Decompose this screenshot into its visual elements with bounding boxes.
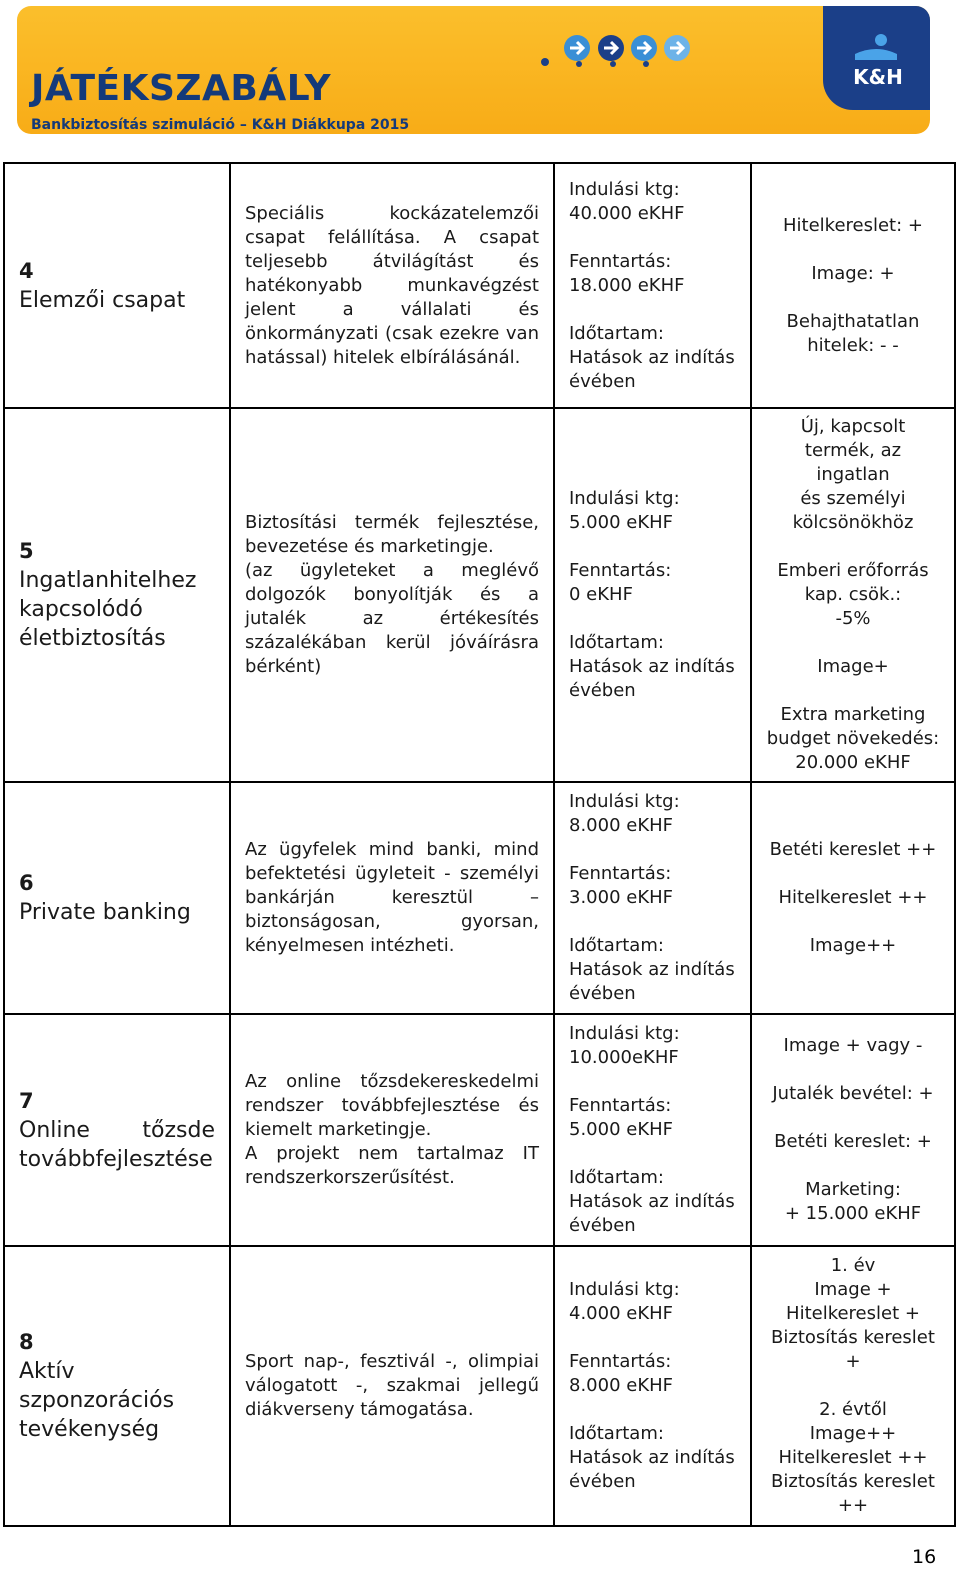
duration-label: Időtartam: [569,1167,664,1188]
project-effects-cell [751,1246,955,1526]
effect-line: Image+ [817,656,889,677]
project-description: A projekt nem tartalmaz IT rendszerkorszerűsítést. [245,1143,539,1188]
table-row [4,1014,955,1246]
effect-line: + 15.000 eKHF [784,1203,922,1224]
effect-line: Image: + [811,262,895,284]
duration-label: Időtartam: [569,1423,664,1444]
header-banner [17,6,930,134]
project-name-cell [4,163,230,408]
project-description: Az ügyfelek mind banki, mind befektetési ügyleteit - személyi bankárján keresztül – biztonságosan, gyorsan, kényelmesen intézheti. [245,839,539,956]
project-effects-cell [751,163,955,408]
project-description-cell [230,163,554,408]
effect-line: ++ [837,1495,869,1516]
project-cost-cell [554,1014,751,1246]
maintenance-value: 0 eKHF [569,584,633,605]
start-cost-label: Indulási ktg: [569,791,680,812]
project-description-cell [230,782,554,1014]
start-cost-value: 10.000eKHF [569,1047,679,1068]
project-cost-cell [554,1246,751,1526]
project-cost-cell [554,163,751,408]
project-name: Elemzői csapat [19,287,186,313]
duration-value: Hatások az indítás évében [569,346,735,392]
maintenance-value: 5.000 eKHF [569,1119,674,1140]
maintenance-value: 3.000 eKHF [569,887,674,908]
project-number: 7 [19,1088,34,1113]
project-name-cell [4,1246,230,1526]
start-cost-value: 5.000 eKHF [569,512,674,533]
project-number: 6 [19,871,34,895]
duration-value: Hatások az indítás évében [569,959,735,1004]
project-name: Private banking [19,900,191,925]
table-row [4,1246,955,1526]
maintenance-label: Fenntartás: [569,1351,672,1372]
table-row [4,782,955,1014]
effect-line: 2. évtől [819,1399,887,1420]
page-number: 16 [912,1546,937,1568]
effect-line: Biztosítás kereslet [771,1471,935,1492]
project-description: Sport nap-, fesztivál -, olimpiai válogatott -, szakmai jellegű diákverseny támogatása. [245,1351,539,1420]
project-description-cell [230,408,554,782]
project-name-cell [4,1014,230,1246]
effect-line: kölcsönökhöz [792,512,914,533]
effect-line: Hitelkereslet ++ [778,887,928,908]
project-effects-cell [751,782,955,1014]
effect-line: 1. év [830,1255,876,1276]
duration-value: Hatások az indítás évében [569,1191,735,1236]
person-logo-icon [851,32,901,62]
effect-line: + [845,1351,861,1372]
maintenance-label: Fenntartás: [569,1095,672,1116]
project-description-cell [230,1246,554,1526]
project-name-cell [4,782,230,1014]
effect-line: Hitelkereslet ++ [778,1447,928,1468]
effect-line: 20.000 eKHF [795,752,911,773]
duration-label: Időtartam: [569,322,664,344]
project-name-cell [4,408,230,782]
maintenance-label: Fenntartás: [569,863,672,884]
effect-line: Betéti kereslet: + [774,1131,932,1152]
effect-line: Hitelkereslet + [786,1303,920,1324]
duration-label: Időtartam: [569,935,664,956]
effect-line: budget növekedés: [766,728,940,749]
project-name: Online tőzsde továbbfejlesztése [19,1117,215,1172]
table-row [4,408,955,782]
duration-label: Időtartam: [569,632,664,653]
effect-line: Image + vagy - [783,1035,923,1056]
effect-line: hitelek: - - [807,334,899,356]
project-cost-cell [554,408,751,782]
maintenance-value: 8.000 eKHF [569,1375,674,1396]
page-title: JÁTÉKSZABÁLY [31,68,332,109]
project-number: 8 [19,1330,34,1354]
project-name: Ingatlanhitelhez kapcsolódó életbiztosítás [19,568,197,651]
start-cost-label: Indulási ktg: [569,1023,680,1044]
start-cost-label: Indulási ktg: [569,1279,680,1300]
effect-line: Image++ [809,1423,897,1444]
maintenance-value: 18.000 eKHF [569,274,685,296]
page-subtitle: Bankbiztosítás szimuláció – K&H Diákkupa 2015 [31,117,410,133]
project-description: Az online tőzsdekereskedelmi rendszer továbbfejlesztése és kiemelt marketingje. [245,1071,539,1140]
project-description: Biztosítási termék fejlesztése, bevezetése és marketingje. [245,512,539,557]
kh-logo [823,6,930,110]
effect-line: Behajthatatlan [786,310,920,332]
project-description-cell [230,1014,554,1246]
logo-text: K&H [853,65,903,89]
effect-line: Extra marketing [780,704,926,725]
effect-line: kap. csök.: [804,584,902,605]
start-cost-label: Indulási ktg: [569,488,680,509]
effect-line: Image++ [809,935,897,956]
effect-line: és személyi [800,488,906,509]
table-row [4,163,955,408]
project-description: Speciális kockázatelemzői csapat felállítása. A csapat teljesebb átvilágítást és hatékonyabb munkavégzést jelent a vállalati és önkormányzati (csak ezekre van hatással) hitelek elbírálásánál. [245,202,539,368]
project-name: Aktív szponzorációs tevékenység [19,1359,175,1442]
maintenance-label: Fenntartás: [569,560,672,581]
effect-line: Marketing: [805,1179,901,1200]
effect-line: Hitelkereslet: + [783,214,923,236]
project-number: 5 [19,539,34,563]
start-cost-value: 40.000 eKHF [569,202,685,224]
start-cost-label: Indulási ktg: [569,178,680,200]
start-cost-value: 8.000 eKHF [569,815,674,836]
rules-table [3,162,956,1527]
effect-line: Biztosítás kereslet [771,1327,935,1348]
project-effects-cell [751,1014,955,1246]
effect-line: -5% [835,608,871,629]
effect-line: Új, kapcsolt [800,416,906,437]
project-cost-cell [554,782,751,1014]
effect-line: Emberi erőforrás [777,560,929,581]
duration-value: Hatások az indítás évében [569,1447,735,1492]
effect-line: Image + [814,1279,892,1300]
project-effects-cell [751,408,955,782]
project-number: 4 [19,258,34,283]
maintenance-label: Fenntartás: [569,250,672,272]
effect-line: termék, az ingatlan [804,440,902,485]
effect-line: Betéti kereslet ++ [769,839,937,860]
duration-value: Hatások az indítás évében [569,656,735,701]
effect-line: Jutalék bevétel: + [772,1083,934,1104]
start-cost-value: 4.000 eKHF [569,1303,674,1324]
project-description: (az ügyleteket a meglévő dolgozók bonyolítják és a jutalék az értékesítés százalékában kerül jóváírásra bérként) [245,560,539,677]
arrow-icons [537,32,697,72]
